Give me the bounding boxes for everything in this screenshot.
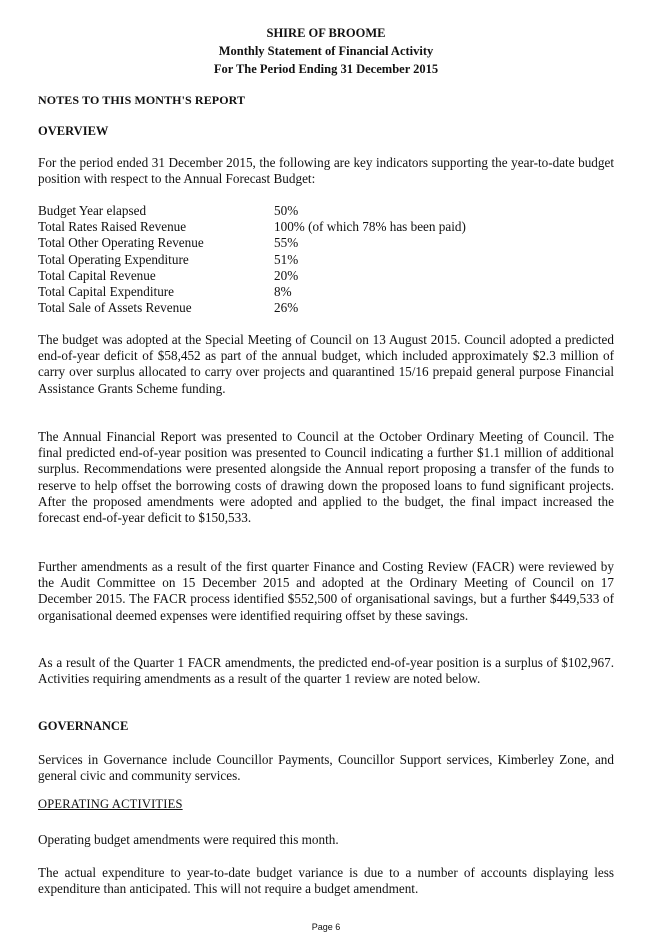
key-indicators-list [38,203,466,316]
indicator-label: Budget Year elapsed [38,203,147,218]
indicator-label: Total Rates Raised Revenue [38,219,187,235]
indicator-row [38,268,466,284]
indicator-row [38,235,466,251]
budget-adoption-paragraph: The budget was adopted at the Special Meeting of Council on 13 August 2015. Council adopted a predicted end-of-year deficit of $58,452 as part of the annual budget, which included approximately $2.3 million of carry over surplus allocated to carry over projects and quarantined 15/16 prepaid general purpose Financial Assistance Grants Scheme funding. [38,332,614,396]
indicator-value: 50% [274,203,299,218]
indicator-value: 55% [274,235,299,251]
indicator-row [38,284,466,300]
indicator-label: Total Capital Revenue [38,267,156,283]
indicator-value: 51% [274,251,299,267]
facr-amendments-paragraph: Further amendments as a result of the first quarter Finance and Costing Review (FACR) were reviewed by the Audit Committee on 15 December 2015 and adopted at the Ordinary Meeting of Council on 17 December 2015. The FACR process identified $552,500 of organisational savings, but a further $449,533 of organisational deemed expenses were identified requiring offset by these savings. [38,559,614,623]
indicator-row [38,203,466,219]
report-title: Monthly Statement of Financial Activity [218,44,434,58]
indicator-row [38,300,466,316]
report-header [0,24,652,78]
overview-intro: For the period ended 31 December 2015, the following are key indicators supporting the year-to-date budget position with respect to the Annual Forecast Budget: [38,155,614,187]
quarter1-result-paragraph: As a result of the Quarter 1 FACR amendments, the predicted end-of-year position is a surplus of $102,967. Activities requiring amendments as a result of the quarter 1 review are noted below. [38,655,614,687]
indicator-row [38,219,466,235]
report-period: For The Period Ending 31 December 2015 [213,62,439,76]
indicator-value: 8% [274,284,292,300]
indicator-label: Total Capital Expenditure [38,284,175,300]
expenditure-variance-paragraph: The actual expenditure to year-to-date budget variance is due to a number of accounts displaying less expenditure than anticipated. This will not require a budget amendment. [38,865,614,897]
governance-heading: GOVERNANCE [38,719,129,733]
indicator-label: Total Other Operating Revenue [38,235,204,251]
operating-activities-subheading: OPERATING ACTIVITIES [38,797,183,811]
governance-services-paragraph: Services in Governance include Councillor Payments, Councillor Support services, Kimberley Zone, and general civic and community services. [38,752,614,784]
indicator-label: Total Sale of Assets Revenue [38,300,192,316]
indicator-value: 20% [274,267,299,283]
page-number: Page 6 [311,922,341,932]
organisation-name: SHIRE OF BROOME [266,26,386,40]
indicator-label: Total Operating Expenditure [38,251,189,267]
indicator-row [38,252,466,268]
overview-heading: OVERVIEW [38,124,109,138]
indicator-value: 26% [274,300,299,316]
annual-report-paragraph: The Annual Financial Report was presented to Council at the October Ordinary Meeting of Council. The final predicted end-of-year position was presented to Council indicating a further $1.1 million of additional surplus. Recommendations were presented alongside the Annual report proposing a transfer of the funds to reserve to help offset the borrowing costs of drawing down the proposed loans to fund significant projects. After the proposed amendments were adopted and applied to the budget, the final impact increased the forecast end-of-year deficit to $150,533. [38,429,614,526]
operating-amendments-paragraph: Operating budget amendments were required this month. [38,832,339,847]
indicator-value: 100% (of which 78% has been paid) [274,219,466,235]
notes-title: NOTES TO THIS MONTH'S REPORT [38,93,246,107]
